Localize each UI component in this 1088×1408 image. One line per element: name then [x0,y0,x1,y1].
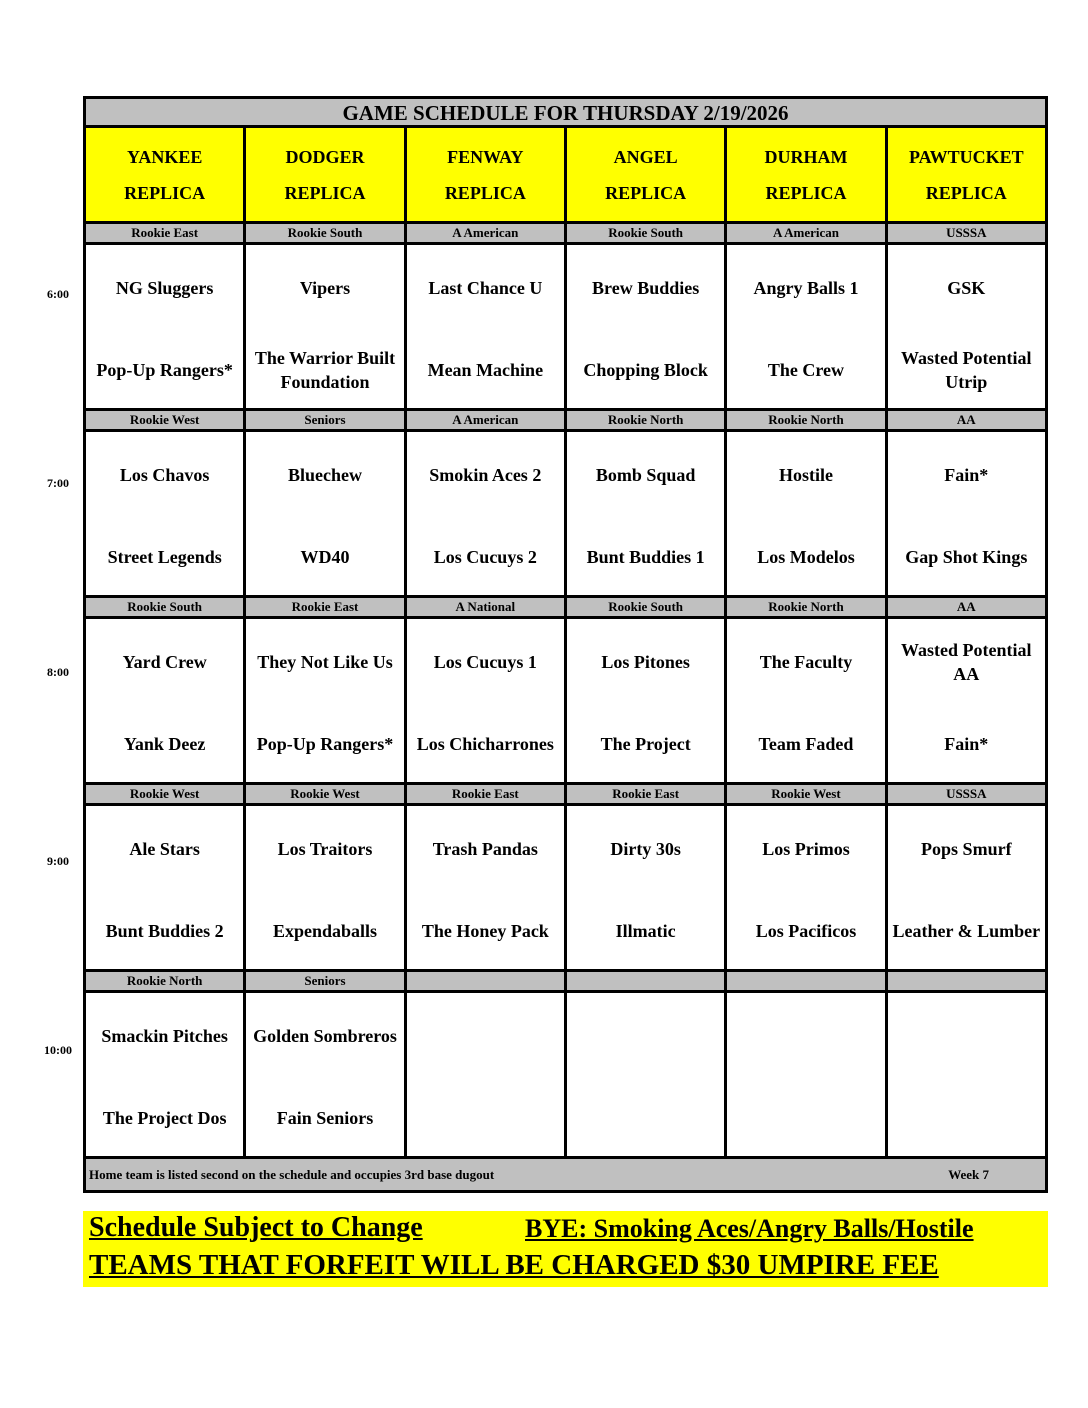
home-team: Expendaballs [272,921,378,941]
division-label: Rookie West [86,785,246,803]
game-cell [567,245,727,408]
division-label: A American [727,224,887,242]
game-row [83,619,1048,785]
division-row [83,598,1048,619]
schedule-title: GAME SCHEDULE FOR THURSDAY 2/19/2026 [83,96,1048,128]
division-label: Seniors [246,411,406,429]
field-pawtucket [888,128,1048,221]
away-team: Bluechew [287,465,362,485]
field-durham [727,128,887,221]
game-cell [727,432,887,595]
home-team [727,1093,884,1143]
away-team: Bomb Squad [595,465,696,485]
game-cell [246,993,406,1156]
field-sub: REPLICA [605,182,687,203]
division-label: Rookie South [246,224,406,242]
division-label: A American [407,224,567,242]
home-team: Pop-Up Rangers* [256,734,394,754]
away-team: Trash Pandas [432,839,538,859]
home-team: Street Legends [107,547,222,567]
game-cell [567,619,727,782]
home-team: WD40 [300,547,350,567]
away-team [727,1011,884,1061]
away-team [888,1011,1045,1061]
away-team: The Faculty [759,652,853,672]
field-name: FENWAY [447,146,524,167]
division-label: Rookie North [727,598,887,616]
time-slot-label: 6:00 [47,287,69,301]
division-label: Rookie West [86,411,246,429]
home-team-note: Home team is listed second on the schedule and occupies 3rd base dugout [89,1167,495,1182]
home-team: Los Chicharrones [416,734,554,754]
bye-notice: BYE: Smoking Aces/Angry Balls/Hostile [525,1214,974,1243]
time-slot-label: 7:00 [47,476,69,490]
division-label: A National [407,598,567,616]
division-label: Rookie East [86,224,246,242]
division-label: Rookie North [567,411,727,429]
field-name: DODGER [285,146,365,167]
division-label: Rookie South [86,598,246,616]
division-label: USSSA [888,785,1048,803]
away-team: Angry Balls 1 [753,278,859,298]
away-team: They Not Like Us [257,652,393,672]
game-cell [246,245,406,408]
field-name: YANKEE [126,146,203,167]
home-team: Bunt Buddies 2 [105,921,224,941]
home-team: Team Faded [758,734,854,754]
field-header-row [83,128,1048,224]
home-team: Mean Machine [427,360,544,380]
week-label: Week 7 [948,1167,989,1182]
away-team: Yard Crew [122,652,207,672]
game-cell [407,806,567,969]
field-name: ANGEL [613,146,678,167]
division-label: Seniors [246,972,406,990]
footer-row [83,1159,1048,1193]
away-team: Los Traitors [277,839,373,859]
away-team: Pops Smurf [921,839,1012,859]
away-team: Smokin Aces 2 [429,465,542,485]
game-cell [246,619,406,782]
home-team: Bunt Buddies 1 [586,547,705,567]
away-team: Hostile [778,465,833,485]
division-label: Rookie South [567,224,727,242]
game-cell [86,806,246,969]
division-label: AA [888,411,1048,429]
time-slot-label: 9:00 [47,854,69,868]
division-row [83,224,1048,245]
division-label: USSSA [888,224,1048,242]
away-team: GSK [947,278,986,298]
away-team: Last Chance U [428,278,543,298]
division-label: A American [407,411,567,429]
home-team: Fain* [944,734,989,754]
game-row [83,993,1048,1159]
home-team: The Warrior Built Foundation [254,348,396,392]
division-label: Rookie West [727,785,887,803]
away-team [407,1011,564,1061]
home-team: Yank Deez [123,734,206,754]
game-cell [86,619,246,782]
field-yankee [86,128,246,221]
division-label: Rookie East [567,785,727,803]
home-team [888,1093,1045,1143]
away-team: Los Primos [762,839,850,859]
away-team: Vipers [299,278,351,298]
game-cell [407,432,567,595]
field-sub: REPLICA [444,182,526,203]
away-team: Dirty 30s [610,839,681,859]
home-team: Chopping Block [583,360,708,380]
time-slot-label: 8:00 [47,665,69,679]
field-sub: REPLICA [284,182,366,203]
schedule-table [83,96,1048,1193]
away-team: Fain* [944,465,989,485]
game-cell [727,993,887,1156]
division-label [888,972,1048,990]
division-label: Rookie North [86,972,246,990]
slots-container [83,224,1048,1159]
home-team: Los Cucuys 2 [433,547,537,567]
home-team: Gap Shot Kings [905,547,1028,567]
home-team: Leather & Lumber [892,921,1041,941]
home-team: Los Modelos [757,547,855,567]
game-cell [407,619,567,782]
game-row [83,806,1048,972]
field-sub: REPLICA [925,182,1007,203]
home-team: The Honey Pack [421,921,549,941]
field-dodger [246,128,406,221]
game-cell [407,245,567,408]
home-team: Illmatic [615,921,676,941]
game-cell [888,619,1048,782]
game-cell [86,432,246,595]
game-row [83,432,1048,598]
away-team: Los Chavos [119,465,210,485]
away-team: Smackin Pitches [101,1026,228,1046]
game-cell [727,245,887,408]
away-team: Los Cucuys 1 [433,652,537,672]
field-name: DURHAM [764,146,848,167]
division-label: Rookie East [407,785,567,803]
home-team [407,1093,564,1143]
division-label: AA [888,598,1048,616]
division-label [407,972,567,990]
field-name: PAWTUCKET [908,146,1024,167]
game-cell [86,245,246,408]
away-team: Ale Stars [129,839,200,859]
away-team: Brew Buddies [592,278,700,298]
game-cell [727,806,887,969]
away-team: Golden Sombreros [253,1026,397,1046]
game-cell [567,993,727,1156]
game-cell [407,993,567,1156]
time-slot-label: 10:00 [44,1043,72,1057]
game-cell [888,806,1048,969]
away-team: Los Pitones [601,652,690,672]
notice-banner [83,1211,1048,1287]
division-label: Rookie West [246,785,406,803]
game-cell [567,432,727,595]
away-team: NG Sluggers [115,278,214,298]
division-label [567,972,727,990]
home-team: Los Pacificos [755,921,857,941]
away-team: Wasted Potential AA [901,640,1032,684]
game-row [83,245,1048,411]
game-cell [888,245,1048,408]
home-team: The Project [600,734,691,754]
division-label: Rookie South [567,598,727,616]
game-cell [888,432,1048,595]
field-sub: REPLICA [765,182,847,203]
division-row [83,972,1048,993]
away-team [567,1011,724,1061]
home-team: Wasted Potential Utrip [901,348,1032,392]
game-cell [86,993,246,1156]
field-sub: REPLICA [124,182,206,203]
home-team: Pop-Up Rangers* [96,360,233,380]
game-cell [246,432,406,595]
field-angel [567,128,727,221]
home-team: The Crew [767,360,845,380]
division-label: Rookie East [246,598,406,616]
game-cell [727,619,887,782]
division-label: Rookie North [727,411,887,429]
subject-to-change-notice: Schedule Subject to Change [89,1212,423,1243]
division-row [83,785,1048,806]
home-team: The Project Dos [102,1108,227,1128]
division-label [727,972,887,990]
game-cell [888,993,1048,1156]
division-row [83,411,1048,432]
home-team [567,1093,724,1143]
forfeit-notice: TEAMS THAT FORFEIT WILL BE CHARGED $30 UMPIRE FEE [89,1249,939,1281]
game-cell [246,806,406,969]
game-cell [567,806,727,969]
field-fenway [407,128,567,221]
home-team: Fain Seniors [276,1108,374,1128]
